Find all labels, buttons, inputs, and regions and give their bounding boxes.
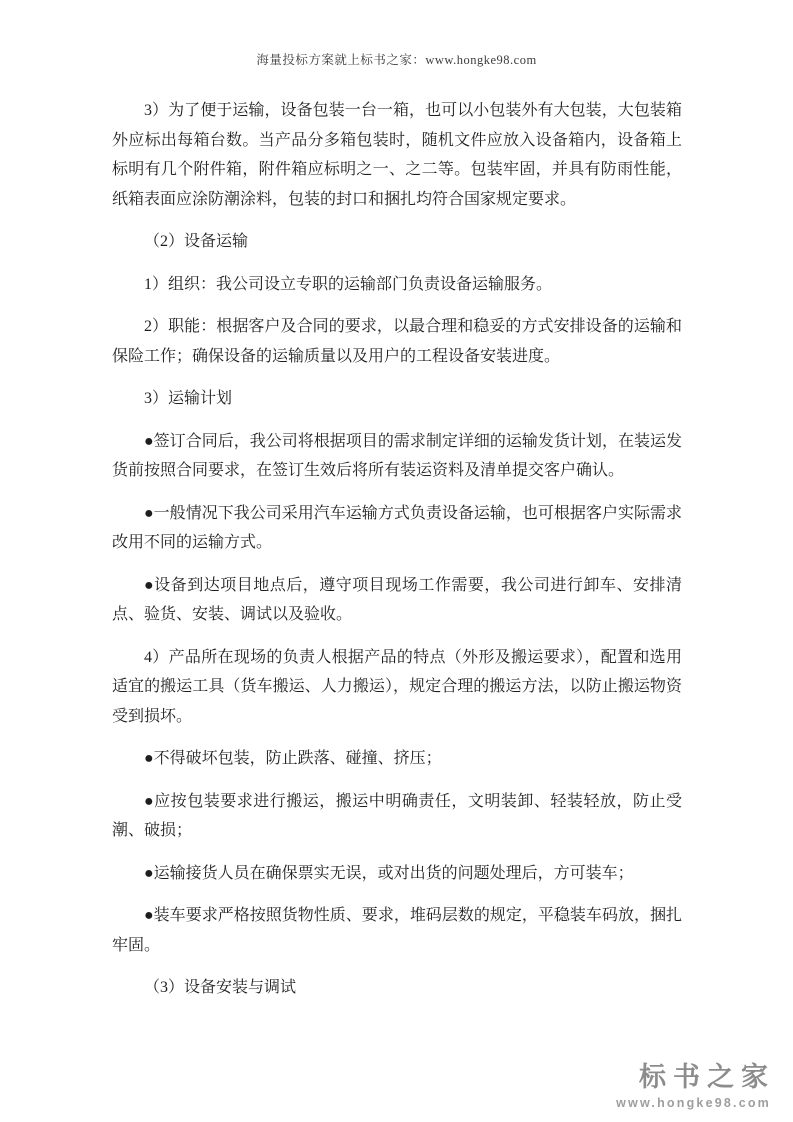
bullet-no-damage-packaging: ●不得破坏包装，防止跌落、碰撞、挤压；: [144, 750, 442, 767]
bullet-truck-transport: ●一般情况下我公司采用汽车运输方式负责设备运输，也可根据客户实际需求改用不同的运输方式。: [112, 504, 682, 551]
paragraph-organization: 1）组织：我公司设立专职的运输部门负责设备运输服务。: [144, 275, 553, 293]
bullet-loading-requirements: ●装车要求严格按照货物性质、要求，堆码层数的规定，平稳装车码放，捆扎牢固。: [112, 907, 682, 954]
heading-installation-debugging: （3）设备安装与调试: [144, 979, 297, 996]
bullet-contract-signed: ●签订合同后，我公司将根据项目的需求制定详细的运输发货计划，在装运发货前按照合同要求，在签订生效后将所有装运资料及清单提交客户确认。: [112, 432, 682, 479]
heading-transport-plan: 3）运输计划: [144, 390, 233, 407]
heading-equipment-transport: （2）设备运输: [144, 233, 249, 250]
paragraph-site-handling: 4）产品所在现场的负责人根据产品的特点（外形及搬运要求），配置和选用适宜的搬运工具（货车搬运、人力搬运），规定合理的搬运方法，以防止搬运物资受到损坏。: [112, 648, 682, 725]
watermark-url: www.hongke98.com: [616, 1096, 771, 1110]
footer-watermark: [616, 1055, 775, 1110]
bullet-handling-requirements: ●应按包装要求进行搬运，搬运中明确责任，文明装卸、轻装轻放，防止受潮、破损；: [112, 792, 682, 839]
paragraph-packaging: 3）为了便于运输，设备包装一台一箱，也可以小包装外有大包装，大包装箱外应标出每箱台数。当产品分多箱包装时，随机文件应放入设备箱内，设备箱上标明有几个附件箱，附件箱应标明之一、之二等。包装牢固，并具有防雨性能，纸箱表面应涂防潮涂料，包装的封口和捆扎均符合国家规定要求。: [112, 102, 682, 208]
document-body: [112, 96, 682, 1016]
paragraph-function: 2）职能：根据客户及合同的要求，以最合理和稳妥的方式安排设备的运输和保险工作；确保设备的运输质量以及用户的工程设备安装进度。: [112, 318, 682, 365]
header-watermark-text: 海量投标方案就上标书之家：www.hongke98.com: [256, 53, 537, 67]
bullet-receiving-personnel: ●运输接货人员在确保票实无误，或对出货的问题处理后，方可装车；: [144, 864, 634, 882]
watermark-logo-text: 标书之家: [639, 1062, 775, 1092]
bullet-arrival-site: ●设备到达项目地点后，遵守项目现场工作需要，我公司进行卸车、安排清点、验货、安装、调试以及验收。: [112, 576, 682, 623]
